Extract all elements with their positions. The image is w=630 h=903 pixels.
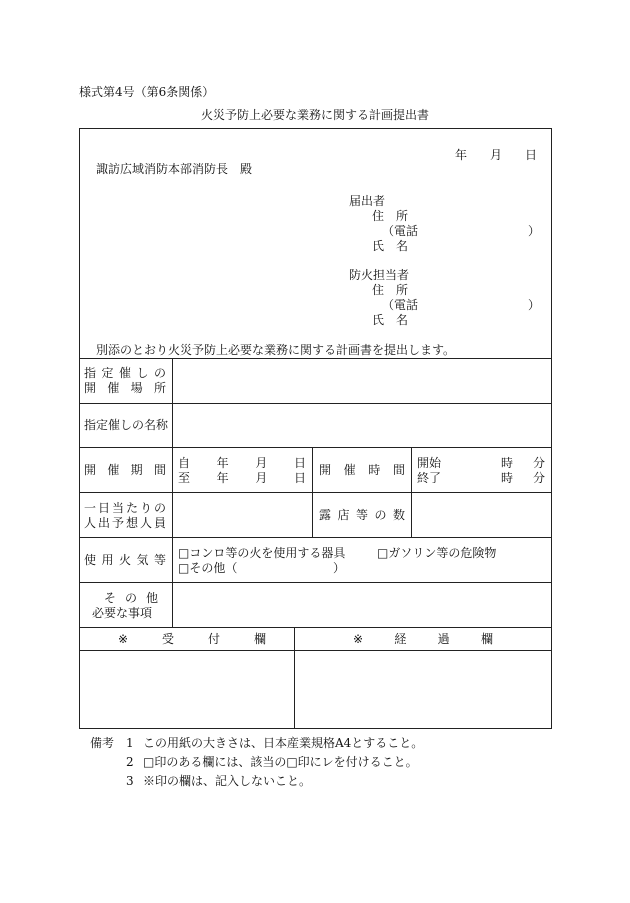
row-divider: [79, 403, 552, 404]
event-name-label: 指定催しの名称: [84, 418, 169, 432]
date-day-label: 日: [525, 148, 538, 162]
period-to-row: [178, 471, 306, 485]
stalls-label: 露店等の数: [319, 508, 405, 522]
fire-officer-name-label: 氏 名: [372, 313, 409, 327]
venue-label-line1: 指定催しの: [84, 366, 166, 380]
year-label: 年: [216, 471, 229, 485]
period-from-row: [178, 456, 306, 470]
addressee: 諏訪広域消防本部消防長 殿: [96, 162, 253, 176]
notes-label: 備考: [90, 736, 115, 750]
month-label: 月: [255, 456, 268, 470]
date-month-label: 月: [490, 148, 503, 162]
note-text: ※印の欄は、記入しないこと。: [143, 774, 312, 788]
attendance-label-line2: 人出予想人員: [84, 516, 166, 530]
notifier-address-label: 住 所: [372, 209, 409, 223]
end-label: 終了: [417, 471, 442, 485]
option-other-close: ）: [333, 561, 346, 575]
row-divider: [79, 627, 552, 628]
row-divider: [79, 537, 552, 538]
time-start-row: [417, 456, 545, 470]
fire-officer-heading: 防火担当者: [349, 268, 410, 282]
fire-officer-phone-label: （電話: [382, 298, 419, 312]
date-year-label: 年: [455, 148, 468, 162]
day-label: 日: [293, 471, 306, 485]
row-divider: [79, 492, 552, 493]
other-label-line1: その他: [104, 591, 158, 605]
venue-label-line2: 開催場所: [84, 381, 166, 395]
row-divider: [79, 582, 552, 583]
note-number: 3: [126, 774, 134, 788]
time-end-row: [417, 471, 545, 485]
row-divider: [79, 358, 552, 359]
note-number: 1: [126, 736, 134, 750]
row-divider: [79, 447, 552, 448]
label-column-divider: [172, 358, 173, 627]
fire-officer-phone-close: ）: [528, 298, 541, 312]
notifier-name-label: 氏 名: [372, 239, 409, 253]
fire-officer-address-label: 住 所: [372, 283, 409, 297]
option-gasoline[interactable]: □ガソリン等の危険物: [377, 546, 497, 560]
period-label: 開催期間: [84, 463, 166, 477]
reception-header: ※ 受 付 欄: [118, 632, 266, 646]
from-label: 自: [178, 456, 191, 470]
year-label: 年: [216, 456, 229, 470]
note-number: 2: [126, 755, 134, 769]
form-number: 様式第4号（第6条関係）: [79, 85, 215, 99]
minute-label: 分: [532, 456, 545, 470]
column-divider: [312, 447, 313, 537]
page-title: 火災予防上必要な業務に関する計画提出書: [200, 108, 429, 122]
progress-field: [295, 651, 551, 728]
start-label: 開始: [417, 456, 442, 470]
notifier-phone-label: （電話: [382, 224, 419, 238]
attendance-label-line1: 一日当たりの: [84, 501, 166, 515]
reception-field: [80, 651, 293, 728]
note-text: この用紙の大きさは、日本産業規格A4とすること。: [143, 736, 424, 750]
time-label: 開催時間: [319, 463, 405, 477]
notifier-phone-close: ）: [528, 224, 541, 238]
option-other[interactable]: □その他（: [178, 561, 238, 575]
day-label: 日: [293, 456, 306, 470]
column-divider: [411, 447, 412, 537]
notifier-heading: 届出者: [349, 194, 386, 208]
month-label: 月: [255, 471, 268, 485]
statement: 別添のとおり火災予防上必要な業務に関する計画書を提出します。: [96, 343, 456, 357]
to-label: 至: [178, 471, 191, 485]
progress-header: ※ 経 過 欄: [353, 632, 493, 646]
option-stove[interactable]: □コンロ等の火を使用する器具: [178, 546, 346, 560]
note-text: □印のある欄には、該当の□印にレを付けること。: [143, 755, 418, 769]
hour-label: 時: [500, 471, 513, 485]
minute-label: 分: [532, 471, 545, 485]
fire-use-label: 使用火気等: [84, 553, 166, 567]
other-label-line2: 必要な事項: [92, 606, 153, 620]
hour-label: 時: [500, 456, 513, 470]
